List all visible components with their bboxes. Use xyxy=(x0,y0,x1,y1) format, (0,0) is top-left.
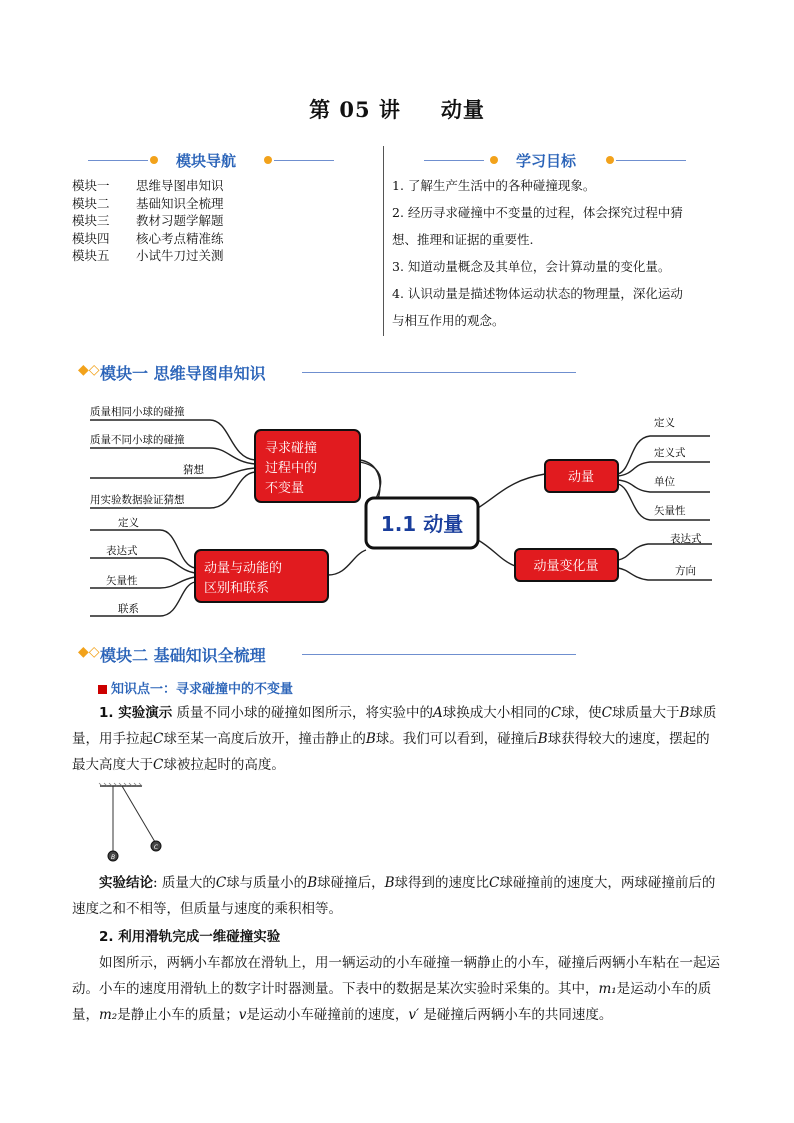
mindmap-node-r2-label: 动量变化量 xyxy=(533,559,599,574)
goal-line: 3. 知道动量概念及其单位，会计算动量的变化量。 xyxy=(392,259,671,274)
mindmap-leaf-tl: 质量相同小球的碰撞 xyxy=(90,406,185,418)
section2-title: 2. 利用滑轨完成一维碰撞实验 xyxy=(99,929,281,945)
module2-heading: 模块二 基础知识全梳理 xyxy=(100,646,266,665)
mindmap-leaf-bl: 联系 xyxy=(118,603,139,615)
goal-line: 想、推理和证据的重要性. xyxy=(392,232,534,247)
mindmap-leaf-r2: 方向 xyxy=(675,565,696,577)
mindmap-center-label: 1.1 动量 xyxy=(380,512,464,536)
section2-paragraph: 如图所示，两辆小车都放在滑轨上，用一辆运动的小车碰撞一辆静止的小车，碰撞后两辆小车粘在一起运动。小车的速度用滑轨上的数字计时器测量。下表中的数据是某次实验时采集的。其中，m₁是运动小车的质量，m₂是静止小车的质量；v是运动小车碰撞前的速度，v′ 是碰撞后两辆小车的共同速度。 xyxy=(72,955,720,1023)
diamond-icon: ◆◇ xyxy=(78,362,100,378)
learning-goals xyxy=(392,172,732,334)
mindmap-node-tl-line: 不变量 xyxy=(265,481,305,496)
knowledge-point-title: 知识点一：寻求碰撞中的不变量 xyxy=(98,678,293,697)
mindmap-leaf-bl: 表达式 xyxy=(106,545,138,557)
goal-line: 4. 认识动量是描述物体运动状态的物理量，深化运动 xyxy=(392,286,683,301)
nav-item[interactable]: 模块五 小试牛刀过关测 xyxy=(72,248,224,263)
goals-heading: 学习目标 xyxy=(516,152,577,170)
goals-header-line-right xyxy=(616,160,686,161)
goals-header-line-left xyxy=(424,160,484,161)
module2-rule xyxy=(302,654,576,655)
mindmap-node-tl-line: 寻求碰撞 xyxy=(265,441,318,456)
column-divider xyxy=(383,146,384,336)
mindmap-leaf-r1: 定义式 xyxy=(654,447,686,459)
nav-item[interactable]: 模块二 基础知识全梳理 xyxy=(72,195,224,211)
goal-line: 2. 经历寻求碰撞中不变量的过程，体会探究过程中猜 xyxy=(392,205,683,220)
mindmap-node-tl-line: 过程中的 xyxy=(265,461,318,476)
goal-line: 1. 了解生产生活中的各种碰撞现象。 xyxy=(392,178,596,193)
pendulum-figure xyxy=(98,782,178,864)
mindmap-leaf-bl: 矢量性 xyxy=(106,575,138,587)
mindmap-node-r1-label: 动量 xyxy=(567,470,595,485)
nav-item[interactable]: 模块三 教材习题学解题 xyxy=(72,213,224,228)
module1-heading: 模块一 思维导图串知识 xyxy=(100,364,266,383)
goals-header-dot-right xyxy=(606,156,614,164)
mindmap-leaf-r1: 定义 xyxy=(654,417,675,429)
goals-header-dot-left xyxy=(490,156,498,164)
module-nav-list xyxy=(72,177,224,265)
red-square-icon xyxy=(98,685,107,694)
mindmap-leaf-r1: 矢量性 xyxy=(654,505,686,517)
ball-b-label: B xyxy=(110,854,116,861)
mindmap-node-bl-line: 区别和联系 xyxy=(204,581,270,596)
mindmap-node-bl-line: 动量与动能的 xyxy=(204,561,283,576)
mindmap-leaf-tl: 质量不同小球的碰撞 xyxy=(90,434,185,446)
ball-c-label: C xyxy=(153,844,159,851)
nav-item[interactable]: 模块四 核心考点精准练 xyxy=(72,230,224,246)
nav-header-dot-left xyxy=(150,156,158,164)
mindmap-leaf-r1: 单位 xyxy=(654,476,675,488)
nav-header-line-right xyxy=(274,160,334,161)
experiment-demo-paragraph: 1. 实验演示 质量不同小球的碰撞如图所示，将实验中的A球换成大小相同的C球，使C球质量大于B球质量，用手拉起C球至某一高度后放开，撞击静止的B球。我们可以看到，碰撞后B球获得较大的速度，摆起的最大高度大于C球被拉起时的高度。 xyxy=(72,705,717,773)
goal-line: 与相互作用的观念。 xyxy=(392,313,505,328)
nav-header-line-left xyxy=(88,160,148,161)
nav-item[interactable]: 模块一 思维导图串知识 xyxy=(72,178,224,193)
nav-heading: 模块导航 xyxy=(176,152,237,170)
mindmap-leaf-bl: 定义 xyxy=(118,517,139,529)
experiment-conclusion: 实验结论: 质量大的C球与质量小的B球碰撞后，B球得到的速度比C球碰撞前的速度大，两球碰撞前后的速度之和不相等，但质量与速度的乘积相等。 xyxy=(72,875,716,917)
diamond-icon: ◆◇ xyxy=(78,644,100,660)
mindmap-leaf-r2: 表达式 xyxy=(670,533,702,545)
mindmap-leaf-tl: 猜想 xyxy=(183,464,204,476)
nav-header-dot-right xyxy=(264,156,272,164)
page-title: 第 05 讲 动量 xyxy=(309,97,485,122)
mind-map xyxy=(70,390,730,635)
mindmap-leaf-tl: 用实验数据验证猜想 xyxy=(90,494,185,506)
module1-rule xyxy=(302,372,576,373)
